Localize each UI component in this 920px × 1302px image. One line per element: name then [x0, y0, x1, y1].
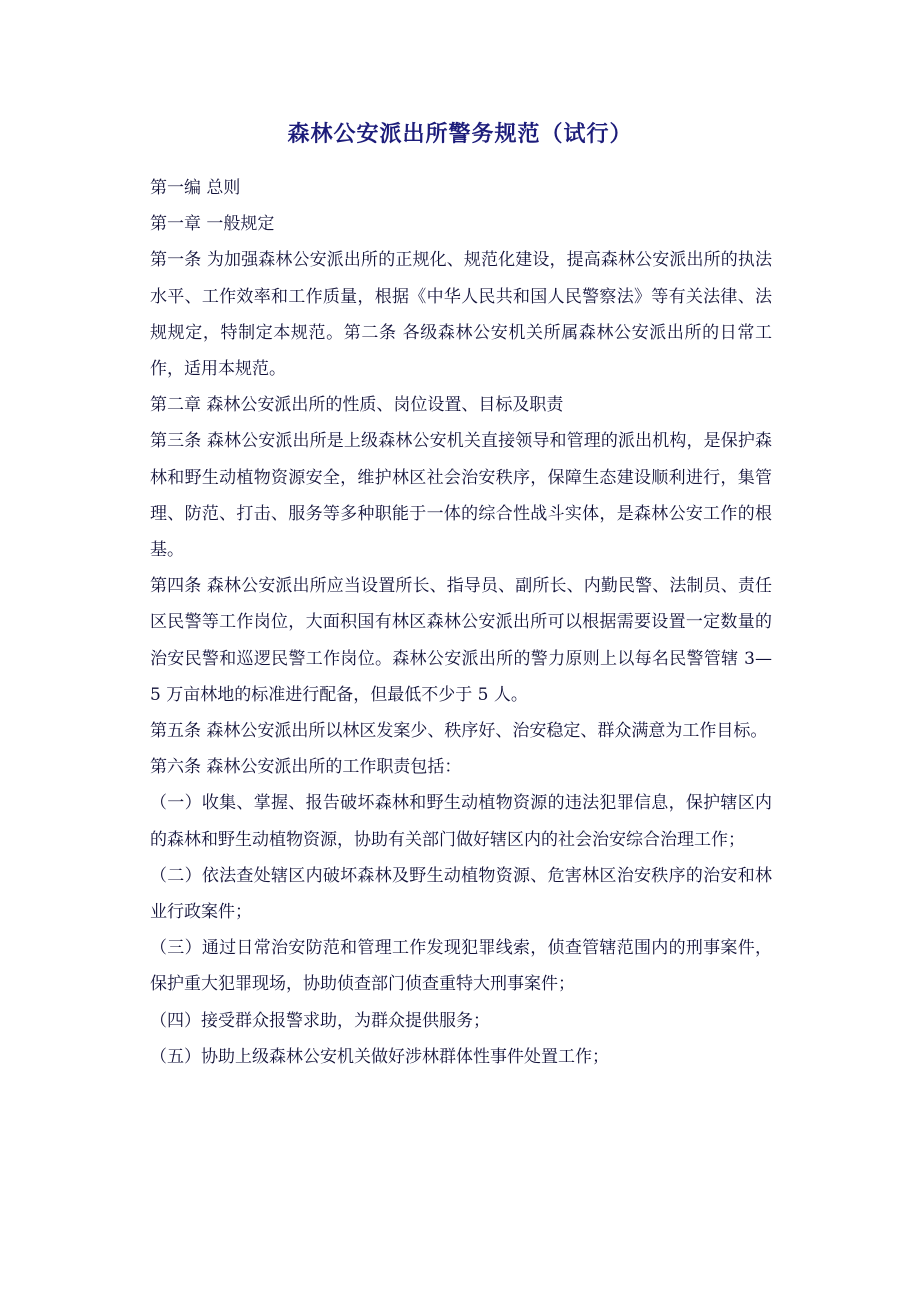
- list-item: （一）收集、掌握、报告破坏森林和野生动植物资源的违法犯罪信息，保护辖区内的森林和野生动植物资源，协助有关部门做好辖区内的社会治安综合治理工作；: [150, 793, 772, 850]
- article-paragraph: 第一条 为加强森林公安派出所的正规化、规范化建设，提高森林公安派出所的执法水平、工作效率和工作质量，根据《中华人民共和国人民警察法》等有关法律、法规规定，特制定本规范。第二条 各级森林公安机关所属森林公安派出所的日常工作，适用本规范。: [150, 250, 772, 380]
- article-paragraph: 第四条 森林公安派出所应当设置所长、指导员、副所长、内勤民警、法制员、责任区民警等工作岗位，大面积国有林区森林公安派出所可以根据需要设置一定数量的治安民警和巡逻民警工作岗位。森林公安派出所的警力原则上以每名民警管辖 3—5 万亩林地的标准进行配备，但最低不少于 5 人。: [150, 576, 772, 705]
- document-body: [150, 170, 772, 1075]
- list-item: （四）接受群众报警求助，为群众提供服务；: [150, 1010, 490, 1031]
- list-item: （三）通过日常治安防范和管理工作发现犯罪线索，侦查管辖范围内的刑事案件，保护重大犯罪现场，协助侦查部门侦查重特大刑事案件；: [150, 938, 772, 995]
- article-paragraph: 第六条 森林公安派出所的工作职责包括：: [150, 757, 462, 778]
- article-paragraph: 第三条 森林公安派出所是上级森林公安机关直接领导和管理的派出机构，是保护森林和野生动植物资源安全，维护林区社会治安秩序，保障生态建设顺利进行，集管理、防范、打击、服务等多种职能于一体的综合性战斗实体，是森林公安工作的根基。: [150, 431, 772, 561]
- chapter-heading: 第二章 森林公安派出所的性质、岗位设置、目标及职责: [150, 395, 564, 416]
- list-item: （二）依法查处辖区内破坏森林及野生动植物资源、危害林区治安秩序的治安和林业行政案件；: [150, 865, 772, 923]
- document-title: 森林公安派出所警务规范（试行）: [287, 122, 633, 147]
- article-paragraph: 第五条 森林公安派出所以林区发案少、秩序好、治安稳定、群众满意为工作目标。: [150, 721, 768, 742]
- part-heading: 第一编 总则: [150, 178, 241, 198]
- list-item: （五）协助上级森林公安机关做好涉林群体性事件处置工作；: [150, 1046, 609, 1067]
- chapter-heading: 第一章 一般规定: [150, 214, 275, 235]
